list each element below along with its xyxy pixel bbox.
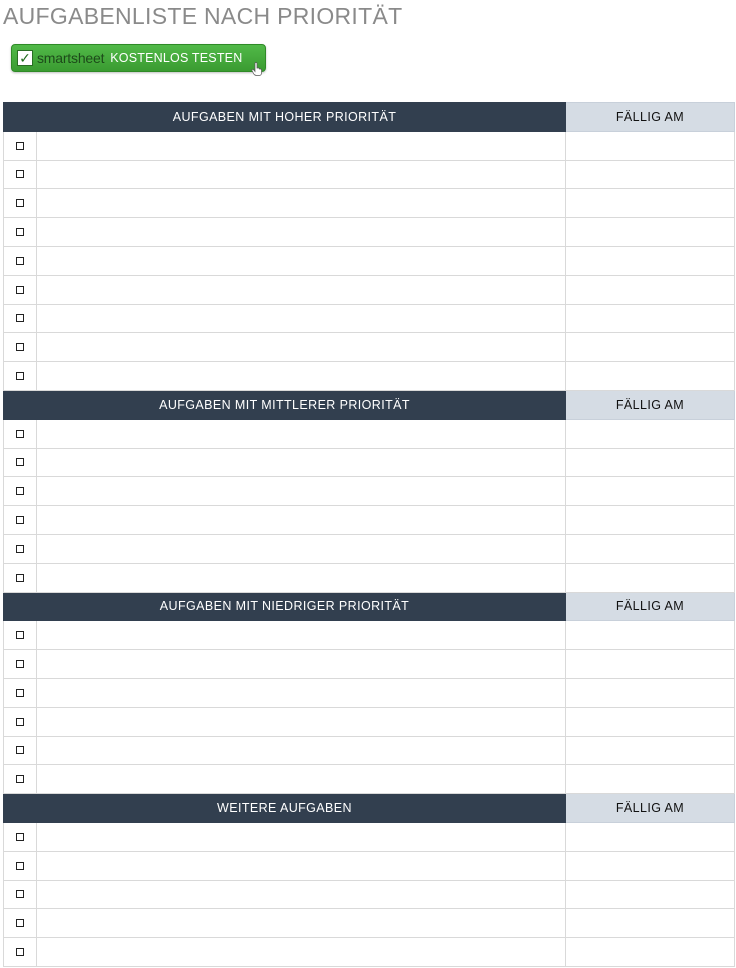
task-cell[interactable] — [37, 678, 566, 707]
due-date-cell[interactable] — [566, 131, 735, 160]
checkbox-cell — [4, 707, 37, 736]
brand-suffix: sheet — [71, 50, 105, 66]
task-cell[interactable] — [37, 822, 566, 851]
task-row — [4, 131, 735, 160]
checkbox-cell — [4, 131, 37, 160]
task-cell[interactable] — [37, 477, 566, 506]
task-row — [4, 534, 735, 563]
section-title: WEITERE AUFGABEN — [4, 794, 566, 823]
checkmark-icon: ✓ — [17, 50, 33, 66]
checkbox-cell — [4, 938, 37, 967]
task-cell[interactable] — [37, 851, 566, 880]
task-cell[interactable] — [37, 189, 566, 218]
due-date-cell[interactable] — [566, 419, 735, 448]
task-checkbox[interactable] — [16, 314, 24, 322]
task-row — [4, 765, 735, 794]
checkbox-cell — [4, 333, 37, 362]
task-cell[interactable] — [37, 448, 566, 477]
task-row — [4, 707, 735, 736]
task-checkbox[interactable] — [16, 890, 24, 898]
checkbox-cell — [4, 506, 37, 535]
checkbox-cell — [4, 563, 37, 592]
task-row — [4, 938, 735, 967]
task-row — [4, 909, 735, 938]
task-cell[interactable] — [37, 707, 566, 736]
section-header — [4, 390, 735, 419]
due-date-cell[interactable] — [566, 650, 735, 679]
checkbox-cell — [4, 246, 37, 275]
checkbox-cell — [4, 419, 37, 448]
checkbox-cell — [4, 765, 37, 794]
task-row — [4, 621, 735, 650]
hand-pointer-icon — [251, 62, 263, 76]
task-cell[interactable] — [37, 131, 566, 160]
task-row — [4, 880, 735, 909]
due-date-cell[interactable] — [566, 707, 735, 736]
task-checkbox[interactable] — [16, 631, 24, 639]
task-row — [4, 189, 735, 218]
checkbox-cell — [4, 477, 37, 506]
due-date-header: FÄLLIG AM — [566, 103, 735, 132]
task-cell[interactable] — [37, 938, 566, 967]
task-cell[interactable] — [37, 534, 566, 563]
task-cell[interactable] — [37, 246, 566, 275]
task-checkbox[interactable] — [16, 343, 24, 351]
task-cell[interactable] — [37, 563, 566, 592]
try-free-button[interactable] — [11, 44, 266, 72]
task-row — [4, 362, 735, 391]
task-checkbox[interactable] — [16, 919, 24, 927]
due-date-cell[interactable] — [566, 160, 735, 189]
section-header — [4, 794, 735, 823]
section-title: AUFGABEN MIT HOHER PRIORITÄT — [4, 103, 566, 132]
due-date-cell[interactable] — [566, 506, 735, 535]
task-checkbox[interactable] — [16, 372, 24, 380]
due-date-cell[interactable] — [566, 621, 735, 650]
task-checkbox[interactable] — [16, 689, 24, 697]
task-row — [4, 448, 735, 477]
section-title: AUFGABEN MIT NIEDRIGER PRIORITÄT — [4, 592, 566, 621]
due-date-cell[interactable] — [566, 218, 735, 247]
due-date-cell[interactable] — [566, 938, 735, 967]
due-date-cell[interactable] — [566, 851, 735, 880]
task-row — [4, 160, 735, 189]
task-checkbox[interactable] — [16, 833, 24, 841]
task-checkbox[interactable] — [16, 487, 24, 495]
task-cell[interactable] — [37, 621, 566, 650]
task-checkbox[interactable] — [16, 516, 24, 524]
task-cell[interactable] — [37, 650, 566, 679]
due-date-cell[interactable] — [566, 362, 735, 391]
task-checkbox[interactable] — [16, 746, 24, 754]
checkbox-cell — [4, 362, 37, 391]
section-header — [4, 103, 735, 132]
checkbox-cell — [4, 189, 37, 218]
due-date-header: FÄLLIG AM — [566, 390, 735, 419]
task-checkbox[interactable] — [16, 545, 24, 553]
task-cell[interactable] — [37, 765, 566, 794]
task-row — [4, 563, 735, 592]
due-date-cell[interactable] — [566, 765, 735, 794]
checkbox-cell — [4, 678, 37, 707]
task-checkbox[interactable] — [16, 458, 24, 466]
task-cell[interactable] — [37, 880, 566, 909]
task-checkbox[interactable] — [16, 948, 24, 956]
task-checkbox[interactable] — [16, 199, 24, 207]
task-checkbox[interactable] — [16, 286, 24, 294]
checkbox-cell — [4, 534, 37, 563]
due-date-cell[interactable] — [566, 189, 735, 218]
checkbox-cell — [4, 851, 37, 880]
task-checkbox[interactable] — [16, 660, 24, 668]
due-date-cell[interactable] — [566, 333, 735, 362]
due-date-cell[interactable] — [566, 822, 735, 851]
checkbox-cell — [4, 909, 37, 938]
checkbox-cell — [4, 880, 37, 909]
task-row — [4, 678, 735, 707]
task-row — [4, 822, 735, 851]
task-row — [4, 477, 735, 506]
due-date-header: FÄLLIG AM — [566, 592, 735, 621]
due-date-cell[interactable] — [566, 246, 735, 275]
task-checkbox[interactable] — [16, 775, 24, 783]
task-cell[interactable] — [37, 160, 566, 189]
due-date-cell[interactable] — [566, 534, 735, 563]
task-cell[interactable] — [37, 333, 566, 362]
task-cell[interactable] — [37, 736, 566, 765]
task-row — [4, 736, 735, 765]
task-row — [4, 333, 735, 362]
task-cell[interactable] — [37, 909, 566, 938]
checkbox-cell — [4, 275, 37, 304]
task-checkbox[interactable] — [16, 430, 24, 438]
checkbox-cell — [4, 448, 37, 477]
checkbox-cell — [4, 621, 37, 650]
task-row — [4, 218, 735, 247]
task-row — [4, 419, 735, 448]
checkbox-cell — [4, 304, 37, 333]
task-row — [4, 246, 735, 275]
checkbox-cell — [4, 736, 37, 765]
task-checkbox[interactable] — [16, 257, 24, 265]
due-date-cell[interactable] — [566, 909, 735, 938]
task-cell[interactable] — [37, 419, 566, 448]
section-header — [4, 592, 735, 621]
try-free-label: KOSTENLOS TESTEN — [110, 51, 243, 65]
checkbox-cell — [4, 218, 37, 247]
due-date-cell[interactable] — [566, 477, 735, 506]
task-checkbox[interactable] — [16, 228, 24, 236]
task-row — [4, 506, 735, 535]
task-checkbox[interactable] — [16, 574, 24, 582]
due-date-cell[interactable] — [566, 736, 735, 765]
due-date-header: FÄLLIG AM — [566, 794, 735, 823]
task-row — [4, 275, 735, 304]
task-cell[interactable] — [37, 362, 566, 391]
task-checkbox[interactable] — [16, 170, 24, 178]
section-title: AUFGABEN MIT MITTLERER PRIORITÄT — [4, 390, 566, 419]
due-date-cell[interactable] — [566, 448, 735, 477]
task-row — [4, 650, 735, 679]
due-date-cell[interactable] — [566, 304, 735, 333]
task-checkbox[interactable] — [16, 862, 24, 870]
task-cell[interactable] — [37, 506, 566, 535]
task-cell[interactable] — [37, 304, 566, 333]
task-cell[interactable] — [37, 275, 566, 304]
smartsheet-logo — [37, 50, 104, 66]
checkbox-cell — [4, 650, 37, 679]
task-table — [3, 102, 735, 967]
brand-prefix: smart — [37, 50, 72, 66]
checkbox-cell — [4, 160, 37, 189]
task-checkbox[interactable] — [16, 142, 24, 150]
due-date-cell[interactable] — [566, 678, 735, 707]
due-date-cell[interactable] — [566, 563, 735, 592]
page-title: AUFGABENLISTE NACH PRIORITÄT — [3, 3, 403, 29]
task-checkbox[interactable] — [16, 718, 24, 726]
due-date-cell[interactable] — [566, 880, 735, 909]
task-cell[interactable] — [37, 218, 566, 247]
task-row — [4, 304, 735, 333]
checkbox-cell — [4, 822, 37, 851]
due-date-cell[interactable] — [566, 275, 735, 304]
task-row — [4, 851, 735, 880]
